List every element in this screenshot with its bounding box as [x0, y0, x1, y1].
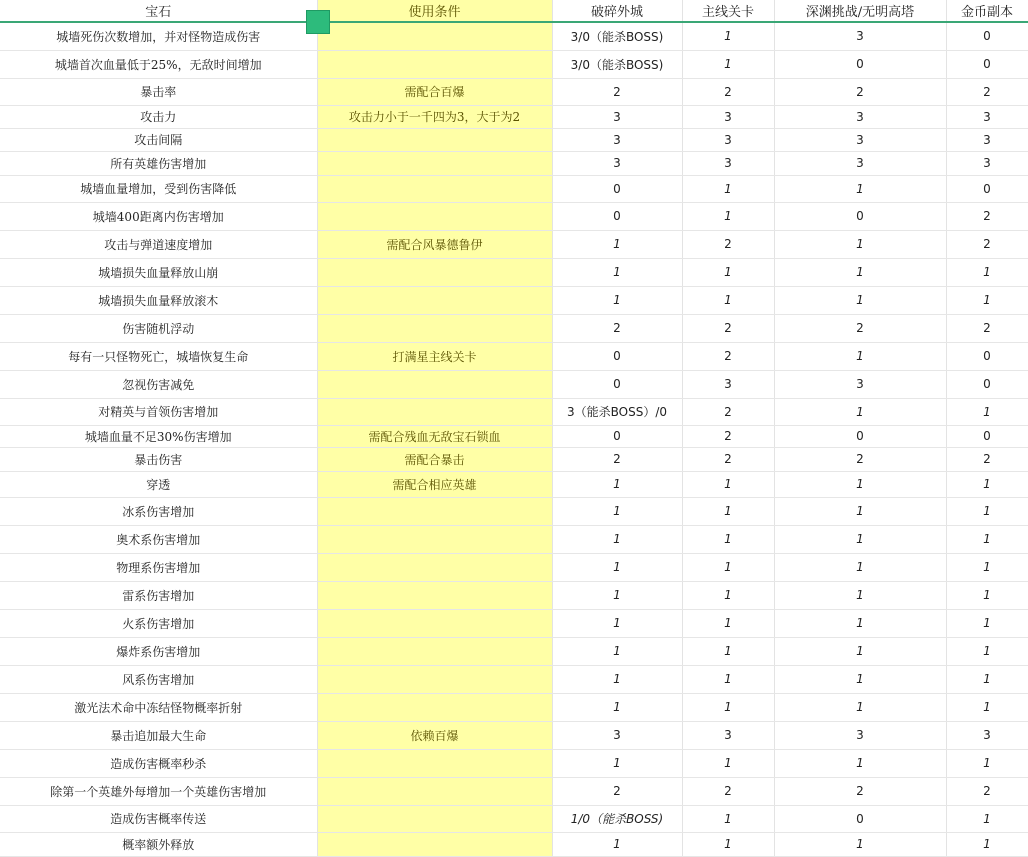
main-stage-cell[interactable]: 2	[682, 314, 774, 342]
gold-dungeon-cell[interactable]: 2	[946, 777, 1028, 805]
condition-cell[interactable]	[317, 665, 552, 693]
table-row	[0, 637, 1028, 665]
gold-dungeon-cell[interactable]: 0	[946, 22, 1028, 50]
condition-cell[interactable]	[317, 50, 552, 78]
gem-cell[interactable]: 城墙400距离内伤害增加	[0, 202, 317, 230]
broken-city-cell[interactable]: 3	[552, 151, 682, 175]
broken-city-cell[interactable]: 3	[552, 105, 682, 128]
main-stage-cell[interactable]: 2	[682, 425, 774, 447]
gem-cell[interactable]: 每有一只怪物死亡，城墙恢复生命	[0, 342, 317, 370]
abyss-tower-cell[interactable]: 1	[774, 665, 946, 693]
main-stage-cell[interactable]: 1	[682, 471, 774, 497]
abyss-tower-cell[interactable]: 0	[774, 202, 946, 230]
condition-cell[interactable]	[317, 398, 552, 425]
gold-dungeon-cell[interactable]: 0	[946, 370, 1028, 398]
gold-dungeon-cell[interactable]: 2	[946, 230, 1028, 258]
main-stage-cell[interactable]: 1	[682, 637, 774, 665]
broken-city-cell[interactable]: 1	[552, 749, 682, 777]
abyss-tower-cell[interactable]: 0	[774, 425, 946, 447]
header-main-stage[interactable]: 主线关卡	[682, 0, 774, 22]
gold-dungeon-cell[interactable]: 1	[946, 553, 1028, 581]
gold-dungeon-cell[interactable]: 1	[946, 525, 1028, 553]
gem-cell[interactable]: 穿透	[0, 471, 317, 497]
abyss-tower-cell[interactable]: 0	[774, 50, 946, 78]
column-resize-handle[interactable]	[306, 10, 330, 34]
condition-cell[interactable]	[317, 258, 552, 286]
table-row	[0, 777, 1028, 805]
abyss-tower-cell[interactable]: 1	[774, 525, 946, 553]
abyss-tower-cell[interactable]: 1	[774, 497, 946, 525]
condition-cell[interactable]: 需配合残血无敌宝石锁血	[317, 425, 552, 447]
abyss-tower-cell[interactable]: 3	[774, 370, 946, 398]
main-stage-cell[interactable]: 3	[682, 128, 774, 151]
condition-cell[interactable]	[317, 749, 552, 777]
header-gold-dungeon[interactable]: 金币副本	[946, 0, 1028, 22]
condition-cell[interactable]	[317, 525, 552, 553]
abyss-tower-cell[interactable]: 2	[774, 777, 946, 805]
abyss-tower-cell[interactable]: 1	[774, 553, 946, 581]
gem-cell[interactable]: 对精英与首领伤害增加	[0, 398, 317, 425]
gem-cell[interactable]: 攻击间隔	[0, 128, 317, 151]
condition-cell[interactable]: 需配合相应英雄	[317, 471, 552, 497]
gold-dungeon-cell[interactable]: 1	[946, 805, 1028, 832]
condition-cell[interactable]	[317, 202, 552, 230]
condition-cell[interactable]	[317, 609, 552, 637]
gold-dungeon-cell[interactable]: 1	[946, 286, 1028, 314]
gem-cell[interactable]: 暴击伤害	[0, 447, 317, 471]
table-row	[0, 258, 1028, 286]
gem-cell[interactable]: 城墙损失血量释放山崩	[0, 258, 317, 286]
abyss-tower-cell[interactable]: 1	[774, 230, 946, 258]
condition-cell[interactable]	[317, 314, 552, 342]
broken-city-cell[interactable]: 2	[552, 78, 682, 105]
condition-cell[interactable]: 需配合风暴德鲁伊	[317, 230, 552, 258]
main-stage-cell[interactable]: 1	[682, 22, 774, 50]
abyss-tower-cell[interactable]: 1	[774, 832, 946, 856]
abyss-tower-cell[interactable]: 1	[774, 609, 946, 637]
broken-city-cell[interactable]: 1	[552, 581, 682, 609]
gold-dungeon-cell[interactable]: 1	[946, 258, 1028, 286]
abyss-tower-cell[interactable]: 1	[774, 637, 946, 665]
broken-city-cell[interactable]: 3/0（能杀BOSS)	[552, 50, 682, 78]
main-stage-cell[interactable]: 3	[682, 105, 774, 128]
condition-cell[interactable]: 依赖百爆	[317, 721, 552, 749]
broken-city-cell[interactable]: 1	[552, 637, 682, 665]
abyss-tower-cell[interactable]: 3	[774, 151, 946, 175]
condition-cell[interactable]: 攻击力小于一千四为3，大于为2	[317, 105, 552, 128]
main-stage-cell[interactable]: 1	[682, 665, 774, 693]
condition-cell[interactable]	[317, 151, 552, 175]
condition-cell[interactable]	[317, 128, 552, 151]
header-gem[interactable]: 宝石	[0, 0, 317, 22]
gem-cell[interactable]: 爆炸系伤害增加	[0, 637, 317, 665]
abyss-tower-cell[interactable]: 1	[774, 175, 946, 202]
condition-cell[interactable]	[317, 637, 552, 665]
gem-cell[interactable]: 火系伤害增加	[0, 609, 317, 637]
main-stage-cell[interactable]: 1	[682, 202, 774, 230]
gem-cell[interactable]: 城墙首次血量低于25%，无敌时间增加	[0, 50, 317, 78]
gold-dungeon-cell[interactable]: 1	[946, 609, 1028, 637]
condition-cell[interactable]	[317, 497, 552, 525]
gold-dungeon-cell[interactable]: 3	[946, 151, 1028, 175]
table-row	[0, 202, 1028, 230]
broken-city-cell[interactable]: 3	[552, 721, 682, 749]
gold-dungeon-cell[interactable]: 1	[946, 665, 1028, 693]
abyss-tower-cell[interactable]: 0	[774, 805, 946, 832]
gem-cell[interactable]: 造成伤害概率秒杀	[0, 749, 317, 777]
main-stage-cell[interactable]: 1	[682, 693, 774, 721]
gold-dungeon-cell[interactable]: 0	[946, 50, 1028, 78]
table-row	[0, 447, 1028, 471]
broken-city-cell[interactable]: 0	[552, 202, 682, 230]
broken-city-cell[interactable]: 1	[552, 553, 682, 581]
gold-dungeon-cell[interactable]: 3	[946, 721, 1028, 749]
broken-city-cell[interactable]: 0	[552, 342, 682, 370]
gold-dungeon-cell[interactable]: 0	[946, 425, 1028, 447]
gem-cell[interactable]: 风系伤害增加	[0, 665, 317, 693]
gold-dungeon-cell[interactable]: 1	[946, 749, 1028, 777]
abyss-tower-cell[interactable]: 1	[774, 342, 946, 370]
abyss-tower-cell[interactable]: 2	[774, 447, 946, 471]
broken-city-cell[interactable]: 1	[552, 286, 682, 314]
condition-cell[interactable]: 需配合百爆	[317, 78, 552, 105]
abyss-tower-cell[interactable]: 3	[774, 105, 946, 128]
gem-cell[interactable]: 造成伤害概率传送	[0, 805, 317, 832]
gem-cell[interactable]: 城墙损失血量释放滚木	[0, 286, 317, 314]
main-stage-cell[interactable]: 1	[682, 258, 774, 286]
condition-cell[interactable]	[317, 777, 552, 805]
table-row	[0, 665, 1028, 693]
main-stage-cell[interactable]: 1	[682, 286, 774, 314]
gold-dungeon-cell[interactable]: 1	[946, 832, 1028, 856]
condition-cell[interactable]	[317, 805, 552, 832]
condition-cell[interactable]: 需配合暴击	[317, 447, 552, 471]
table-row	[0, 832, 1028, 856]
main-stage-cell[interactable]: 3	[682, 721, 774, 749]
condition-cell[interactable]	[317, 693, 552, 721]
gem-cell[interactable]: 雷系伤害增加	[0, 581, 317, 609]
main-stage-cell[interactable]: 2	[682, 230, 774, 258]
table-row	[0, 105, 1028, 128]
table-row	[0, 525, 1028, 553]
gem-cell[interactable]: 除第一个英雄外每增加一个英雄伤害增加	[0, 777, 317, 805]
table-row	[0, 497, 1028, 525]
abyss-tower-cell[interactable]: 1	[774, 693, 946, 721]
gem-cell[interactable]: 奥术系伤害增加	[0, 525, 317, 553]
gem-cell[interactable]: 暴击追加最大生命	[0, 721, 317, 749]
table-row	[0, 370, 1028, 398]
gem-cell[interactable]: 激光法术命中冻结怪物概率折射	[0, 693, 317, 721]
gem-cell[interactable]: 概率额外释放	[0, 832, 317, 856]
abyss-tower-cell[interactable]: 1	[774, 258, 946, 286]
condition-cell[interactable]: 打满星主线关卡	[317, 342, 552, 370]
broken-city-cell[interactable]: 1/0（能杀BOSS)	[552, 805, 682, 832]
broken-city-cell[interactable]: 1	[552, 609, 682, 637]
table-row	[0, 151, 1028, 175]
broken-city-cell[interactable]: 2	[552, 777, 682, 805]
gem-cell[interactable]: 城墙死伤次数增加，并对怪物造成伤害	[0, 22, 317, 50]
header-abyss-tower[interactable]: 深渊挑战/无明高塔	[774, 0, 946, 22]
abyss-tower-cell[interactable]: 2	[774, 314, 946, 342]
gold-dungeon-cell[interactable]: 3	[946, 128, 1028, 151]
abyss-tower-cell[interactable]: 3	[774, 128, 946, 151]
gem-cell[interactable]: 物理系伤害增加	[0, 553, 317, 581]
broken-city-cell[interactable]: 1	[552, 525, 682, 553]
table-row	[0, 230, 1028, 258]
gem-cell[interactable]: 伤害随机浮动	[0, 314, 317, 342]
gem-cell[interactable]: 攻击与弹道速度增加	[0, 230, 317, 258]
gold-dungeon-cell[interactable]: 2	[946, 314, 1028, 342]
main-stage-cell[interactable]: 1	[682, 175, 774, 202]
table-row	[0, 314, 1028, 342]
condition-cell[interactable]	[317, 370, 552, 398]
header-condition[interactable]: 使用条件	[317, 0, 552, 22]
gem-cell[interactable]: 攻击力	[0, 105, 317, 128]
abyss-tower-cell[interactable]: 3	[774, 721, 946, 749]
main-stage-cell[interactable]: 2	[682, 777, 774, 805]
gold-dungeon-cell[interactable]: 2	[946, 447, 1028, 471]
gold-dungeon-cell[interactable]: 1	[946, 581, 1028, 609]
condition-cell[interactable]	[317, 175, 552, 202]
main-stage-cell[interactable]: 1	[682, 609, 774, 637]
condition-cell[interactable]	[317, 581, 552, 609]
gem-cell[interactable]: 城墙血量增加，受到伤害降低	[0, 175, 317, 202]
table-row	[0, 175, 1028, 202]
gold-dungeon-cell[interactable]: 2	[946, 202, 1028, 230]
broken-city-cell[interactable]: 1	[552, 471, 682, 497]
main-stage-cell[interactable]: 1	[682, 581, 774, 609]
broken-city-cell[interactable]: 1	[552, 665, 682, 693]
broken-city-cell[interactable]: 0	[552, 175, 682, 202]
gold-dungeon-cell[interactable]: 1	[946, 637, 1028, 665]
broken-city-cell[interactable]: 1	[552, 258, 682, 286]
broken-city-cell[interactable]: 3（能杀BOSS）/0	[552, 398, 682, 425]
broken-city-cell[interactable]: 1	[552, 693, 682, 721]
table-row	[0, 286, 1028, 314]
abyss-tower-cell[interactable]: 3	[774, 22, 946, 50]
main-stage-cell[interactable]: 2	[682, 342, 774, 370]
gem-cell[interactable]: 城墙血量不足30%伤害增加	[0, 425, 317, 447]
broken-city-cell[interactable]: 2	[552, 447, 682, 471]
table-row	[0, 581, 1028, 609]
gem-cell[interactable]: 忽视伤害减免	[0, 370, 317, 398]
table-row	[0, 22, 1028, 50]
gem-cell[interactable]: 所有英雄伤害增加	[0, 151, 317, 175]
broken-city-cell[interactable]: 2	[552, 314, 682, 342]
table-row	[0, 693, 1028, 721]
broken-city-cell[interactable]: 1	[552, 230, 682, 258]
table-row	[0, 78, 1028, 105]
main-stage-cell[interactable]: 2	[682, 447, 774, 471]
broken-city-cell[interactable]: 3/0（能杀BOSS)	[552, 22, 682, 50]
main-stage-cell[interactable]: 3	[682, 151, 774, 175]
main-stage-cell[interactable]: 1	[682, 50, 774, 78]
condition-cell[interactable]	[317, 832, 552, 856]
condition-cell[interactable]	[317, 22, 552, 50]
main-stage-cell[interactable]: 1	[682, 525, 774, 553]
main-stage-cell[interactable]: 1	[682, 832, 774, 856]
gold-dungeon-cell[interactable]: 0	[946, 342, 1028, 370]
main-stage-cell[interactable]: 1	[682, 805, 774, 832]
main-stage-cell[interactable]: 2	[682, 398, 774, 425]
broken-city-cell[interactable]: 0	[552, 370, 682, 398]
header-broken-city[interactable]: 破碎外城	[552, 0, 682, 22]
condition-cell[interactable]	[317, 286, 552, 314]
gold-dungeon-cell[interactable]: 2	[946, 78, 1028, 105]
table-row	[0, 805, 1028, 832]
main-stage-cell[interactable]: 1	[682, 749, 774, 777]
table-row	[0, 425, 1028, 447]
main-stage-cell[interactable]: 3	[682, 370, 774, 398]
table-row	[0, 749, 1028, 777]
abyss-tower-cell[interactable]: 2	[774, 78, 946, 105]
abyss-tower-cell[interactable]: 1	[774, 581, 946, 609]
table-row	[0, 128, 1028, 151]
gold-dungeon-cell[interactable]: 1	[946, 497, 1028, 525]
gem-cell[interactable]: 冰系伤害增加	[0, 497, 317, 525]
table-row	[0, 471, 1028, 497]
gold-dungeon-cell[interactable]: 1	[946, 471, 1028, 497]
table-row	[0, 721, 1028, 749]
broken-city-cell[interactable]: 1	[552, 832, 682, 856]
abyss-tower-cell[interactable]: 1	[774, 471, 946, 497]
table-row	[0, 342, 1028, 370]
table-row	[0, 553, 1028, 581]
gold-dungeon-cell[interactable]: 0	[946, 175, 1028, 202]
table-row	[0, 50, 1028, 78]
gold-dungeon-cell[interactable]: 3	[946, 105, 1028, 128]
main-stage-cell[interactable]: 1	[682, 497, 774, 525]
main-stage-cell[interactable]: 2	[682, 78, 774, 105]
gold-dungeon-cell[interactable]: 1	[946, 693, 1028, 721]
abyss-tower-cell[interactable]: 1	[774, 286, 946, 314]
broken-city-cell[interactable]: 1	[552, 497, 682, 525]
broken-city-cell[interactable]: 0	[552, 425, 682, 447]
condition-cell[interactable]	[317, 553, 552, 581]
broken-city-cell[interactable]: 3	[552, 128, 682, 151]
header-row	[0, 0, 1028, 22]
gem-cell[interactable]: 暴击率	[0, 78, 317, 105]
table-row	[0, 398, 1028, 425]
main-stage-cell[interactable]: 1	[682, 553, 774, 581]
abyss-tower-cell[interactable]: 1	[774, 398, 946, 425]
abyss-tower-cell[interactable]: 1	[774, 749, 946, 777]
table-row	[0, 609, 1028, 637]
gold-dungeon-cell[interactable]: 1	[946, 398, 1028, 425]
